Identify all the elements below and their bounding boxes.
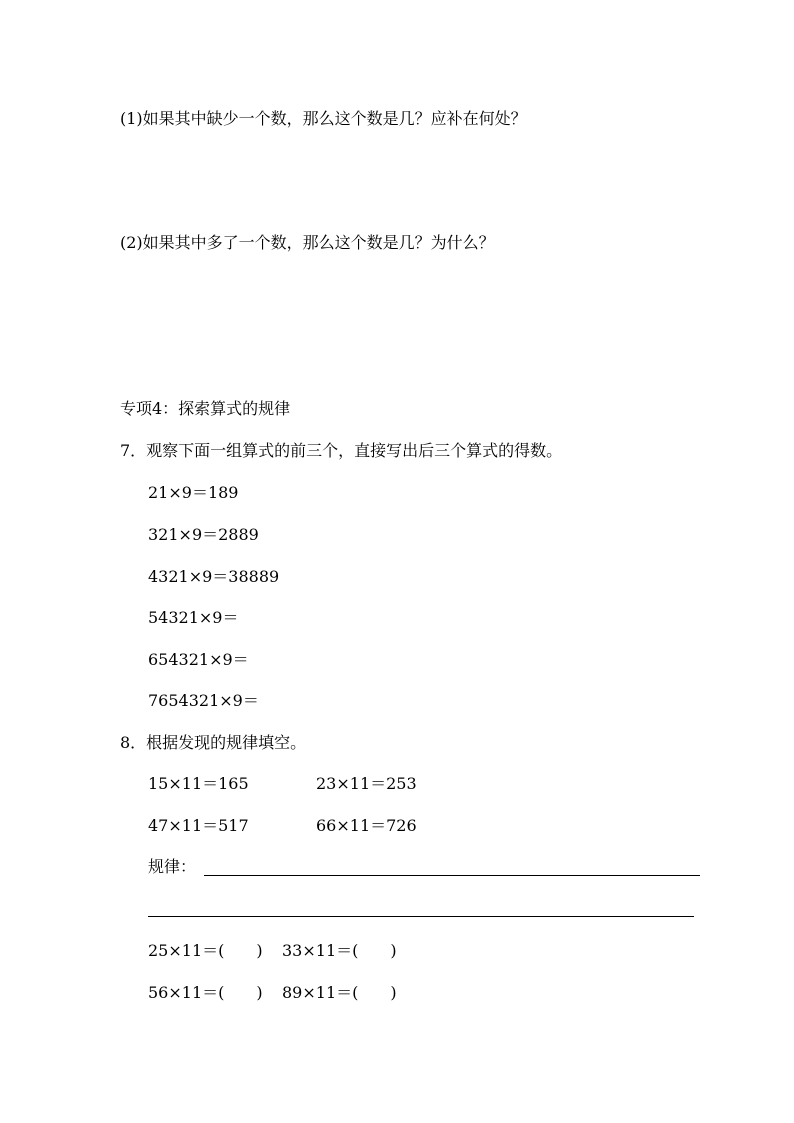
q7-equation-3: 4321×9＝38889 <box>148 567 280 586</box>
question-8-prompt: 8．根据发现的规律填空。 <box>120 733 307 752</box>
q8-example-1: 15×11＝165 <box>148 774 249 793</box>
q8-example-4: 66×11＝726 <box>316 816 417 835</box>
q8-example-3: 47×11＝517 <box>148 816 249 835</box>
section-4-title: 专项4：探索算式的规律 <box>120 399 291 418</box>
question-6-part-2: (2)如果其中多了一个数，那么这个数是几？为什么？ <box>120 233 495 252</box>
rule-answer-line-2[interactable] <box>148 916 694 917</box>
question-7-prompt: 7．观察下面一组算式的前三个，直接写出后三个算式的得数。 <box>120 441 563 460</box>
q8-blank-2[interactable]: 33×11＝( ) <box>282 941 397 960</box>
q7-equation-5: 654321×9＝ <box>148 650 249 669</box>
q8-blank-1[interactable]: 25×11＝( ) <box>148 941 263 960</box>
q7-equation-2: 321×9＝2889 <box>148 525 259 544</box>
question-6-part-1: (1)如果其中缺少一个数，那么这个数是几？应补在何处？ <box>120 109 527 128</box>
q7-equation-4: 54321×9＝ <box>148 608 239 627</box>
q8-example-2: 23×11＝253 <box>316 774 417 793</box>
rule-answer-line-1[interactable] <box>204 875 700 876</box>
q8-blank-3[interactable]: 56×11＝( ) <box>148 983 263 1002</box>
q7-equation-1: 21×9＝189 <box>148 483 239 502</box>
q7-equation-6: 7654321×9＝ <box>148 691 259 710</box>
rule-label: 规律： <box>148 857 197 876</box>
q8-blank-4[interactable]: 89×11＝( ) <box>282 983 397 1002</box>
